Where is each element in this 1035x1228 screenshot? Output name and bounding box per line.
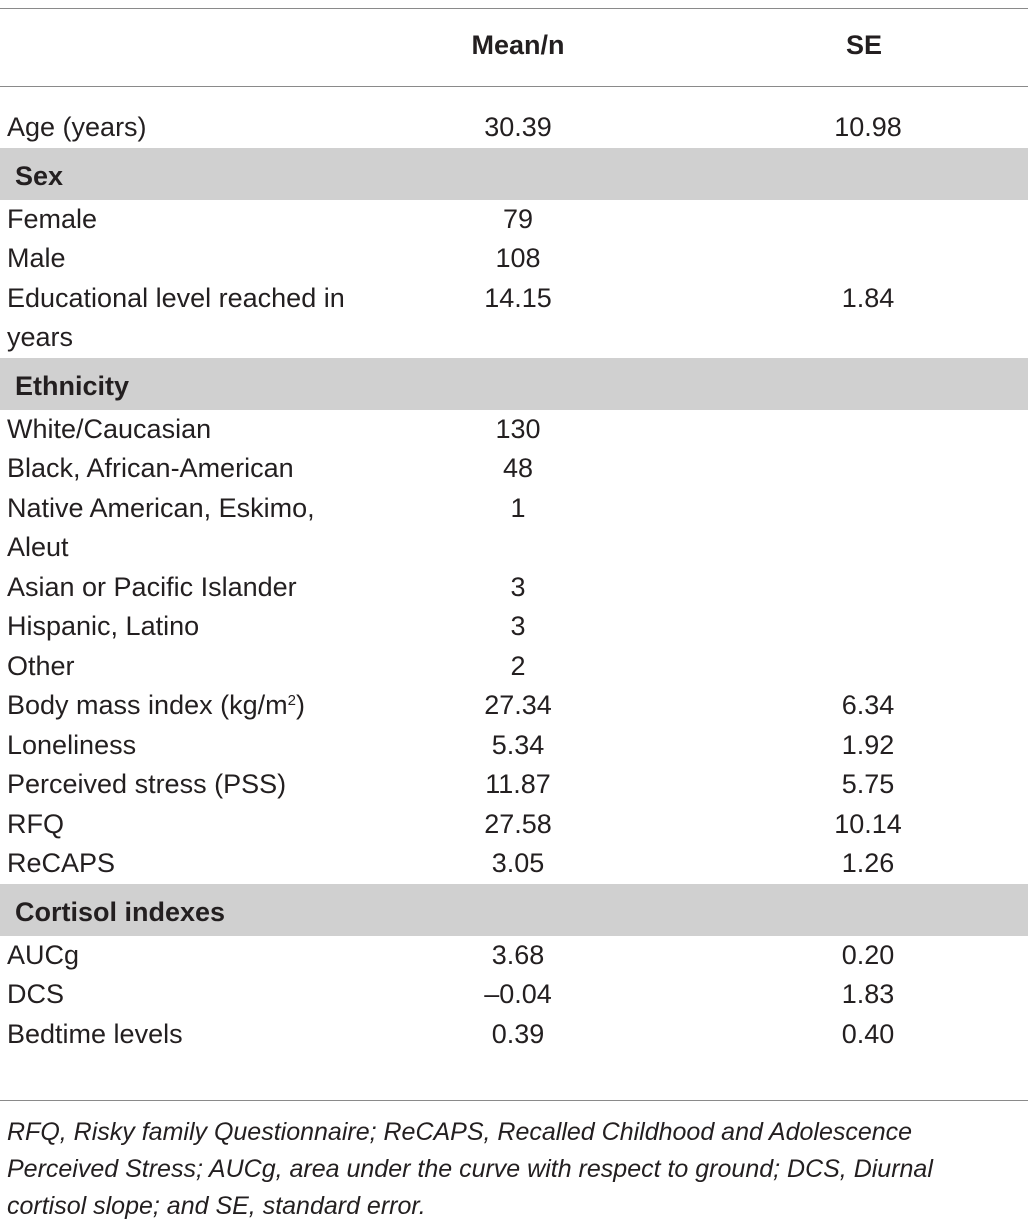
row-mean: 0.39 xyxy=(491,1018,545,1049)
row-se: 1.92 xyxy=(841,729,895,760)
table-row xyxy=(0,410,1028,450)
table-row xyxy=(0,449,1028,489)
row-se: 0.20 xyxy=(841,939,895,970)
row-label: Loneliness xyxy=(7,729,137,760)
row-label: White/Caucasian xyxy=(7,413,212,444)
row-mean: 130 xyxy=(495,413,541,444)
footer-rule xyxy=(0,1100,1028,1101)
row-label: Perceived stress (PSS) xyxy=(7,769,287,799)
row-label: Female xyxy=(7,203,98,234)
row-mean: –0.04 xyxy=(484,979,552,1009)
table-row xyxy=(0,844,1028,884)
table-body xyxy=(0,108,1028,1054)
row-se: 0.40 xyxy=(841,1018,895,1049)
row-label: DCS xyxy=(7,979,65,1009)
table-row xyxy=(0,239,1028,279)
row-mean: 1 xyxy=(510,492,526,523)
row-mean: 27.58 xyxy=(484,808,552,839)
section-sex: Sex xyxy=(0,148,1028,200)
row-mean: 48 xyxy=(502,453,534,483)
row-label: Other xyxy=(7,650,75,681)
row-mean: 3.05 xyxy=(491,848,545,878)
row-label: ReCAPS xyxy=(7,848,116,878)
row-label: Age (years) xyxy=(7,112,147,142)
row-mean: 3 xyxy=(510,611,526,641)
row-label: Male xyxy=(7,243,66,273)
table-row xyxy=(0,568,1028,608)
table-row xyxy=(0,765,1028,805)
row-label: Native American, Eskimo, Aleut xyxy=(7,492,315,562)
row-mean: 14.15 xyxy=(484,282,552,313)
measure-rows xyxy=(0,726,1028,884)
table-footnote: RFQ, Risky family Questionnaire; ReCAPS, Recalled Childhood and Adolescence Perceived Stress; AUCg, area under the curve with respect to ground; DCS, Diurnal cortisol slope; and SE, standard error. xyxy=(7,1118,933,1220)
row-mean: 30.39 xyxy=(484,112,552,142)
table-row xyxy=(0,200,1028,240)
row-mean: 79 xyxy=(502,203,534,234)
row-se: 10.98 xyxy=(834,112,902,142)
bmi-label-superscript: 2 xyxy=(287,692,296,709)
table-row xyxy=(0,489,1028,568)
section-cortisol: Cortisol indexes xyxy=(0,884,1028,936)
row-label: RFQ xyxy=(7,808,64,839)
row-se: 6.34 xyxy=(841,690,895,720)
table-row-bmi xyxy=(0,686,1028,726)
header-rule xyxy=(0,86,1028,87)
table-row xyxy=(0,1015,1028,1055)
table-row-age xyxy=(0,108,1028,148)
row-label: Bedtime levels xyxy=(7,1018,183,1049)
table-row xyxy=(0,805,1028,845)
header-se: SE xyxy=(845,30,883,60)
row-mean: 108 xyxy=(495,243,541,273)
top-rule xyxy=(0,8,1028,9)
row-mean: 27.34 xyxy=(484,690,552,720)
header-mean: Mean/n xyxy=(471,30,565,60)
table-row xyxy=(0,936,1028,976)
table-row xyxy=(0,279,1028,358)
section-ethnicity: Ethnicity xyxy=(0,358,1028,410)
row-label: Black, African-American xyxy=(7,453,294,483)
row-mean: 2 xyxy=(510,650,526,681)
bmi-label-main: Body mass index (kg/m xyxy=(7,690,288,720)
bmi-label-end: ) xyxy=(295,690,305,720)
row-se: 10.14 xyxy=(834,808,902,839)
row-se: 1.84 xyxy=(841,282,895,313)
row-mean: 5.34 xyxy=(491,729,545,760)
row-mean: 3 xyxy=(510,571,526,602)
row-se: 1.83 xyxy=(841,979,895,1009)
ethnicity-rows xyxy=(0,410,1028,687)
table-row xyxy=(0,726,1028,766)
row-label: Educational level reached in years xyxy=(7,282,345,352)
row-se: 1.26 xyxy=(841,848,895,878)
table-row xyxy=(0,647,1028,687)
row-se: 5.75 xyxy=(841,769,895,799)
cortisol-rows xyxy=(0,936,1028,1055)
table-row xyxy=(0,975,1028,1015)
row-label: AUCg xyxy=(7,939,80,970)
sex-rows xyxy=(0,200,1028,358)
row-mean: 11.87 xyxy=(485,769,551,799)
row-label: Asian or Pacific Islander xyxy=(7,571,297,602)
row-mean: 3.68 xyxy=(491,939,545,970)
table-row xyxy=(0,607,1028,647)
row-label: Hispanic, Latino xyxy=(7,611,200,641)
row-label xyxy=(0,686,347,726)
